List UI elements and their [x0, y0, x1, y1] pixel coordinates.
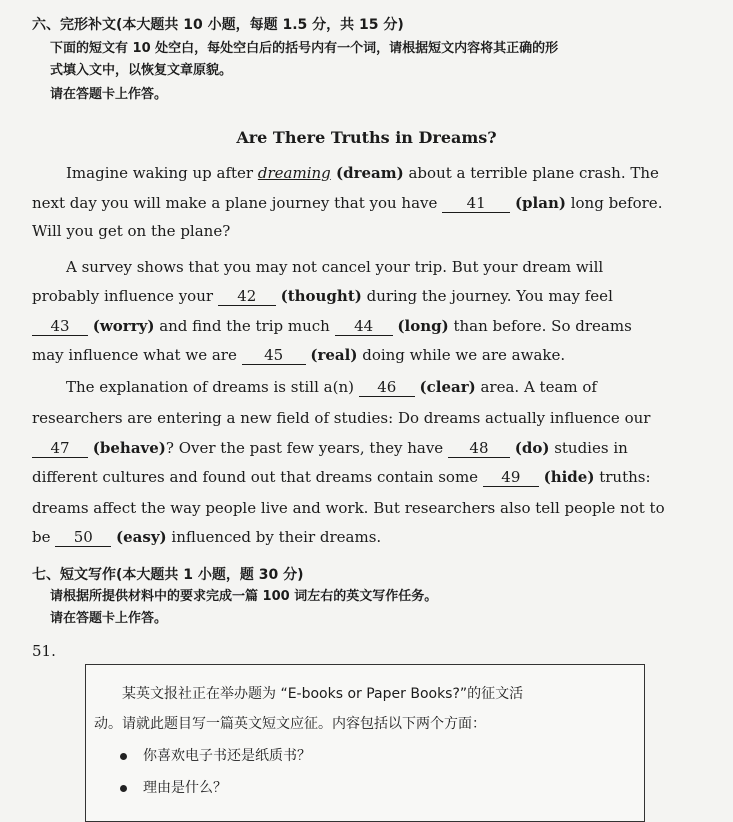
- passage-line: [66, 378, 597, 397]
- text: be: [32, 528, 56, 546]
- section6-instruction-3: 请在答题卡上作答。: [50, 87, 168, 102]
- text: ? Over the past few years, they have: [165, 439, 448, 457]
- text: truths:: [594, 468, 651, 486]
- section6-heading: 六、完形补文(本大题共 10 小题，每题 1.5 分，共 15 分): [32, 17, 404, 33]
- word-hint: (long): [397, 317, 449, 335]
- section6-instruction-2: 式填入文中，以恢复文章原貌。: [50, 63, 233, 78]
- blank-42: 42: [218, 287, 276, 306]
- text: Imagine waking up after: [66, 164, 258, 182]
- text: may influence what we are: [32, 346, 242, 364]
- passage-line: [32, 468, 651, 487]
- word-hint: (real): [310, 346, 358, 364]
- text: about a terrible plane crash. The: [403, 164, 659, 182]
- writing-prompt-box: [85, 664, 645, 822]
- blank-47: 47: [32, 439, 88, 458]
- passage-line: [66, 164, 659, 182]
- bullet-dot-icon: [120, 785, 127, 792]
- bullet-text: 理由是什么？: [143, 780, 227, 796]
- word-hint: (behave): [92, 439, 166, 457]
- passage-line: dreams affect the way people live and work. But researchers also tell people not to: [32, 499, 665, 517]
- text: influenced by their dreams.: [166, 528, 382, 546]
- word-hint: (do): [514, 439, 550, 457]
- passage-line: [32, 439, 628, 458]
- prompt-line-1: 某英文报社正在举办题为 “E-books or Paper Books?”的征文活: [122, 686, 524, 702]
- passage-title: Are There Truths in Dreams?: [236, 128, 497, 147]
- text: The explanation of dreams is still a(n): [66, 378, 359, 396]
- word-hint: (hide): [543, 468, 595, 486]
- word-hint: (dream): [330, 164, 404, 182]
- word-hint: (easy): [116, 528, 167, 546]
- blank-48: 48: [448, 439, 510, 458]
- question-number: 51.: [32, 642, 56, 660]
- bullet-text: 你喜欢电子书还是纸质书？: [143, 748, 311, 764]
- text: long before.: [565, 194, 663, 212]
- blank-45: 45: [242, 346, 306, 365]
- bullet-item: [120, 745, 311, 765]
- word-hint: (worry): [92, 317, 155, 335]
- passage-line: researchers are entering a new field of studies: Do dreams actually influence our: [32, 409, 651, 427]
- blank-49: 49: [483, 468, 539, 487]
- word-hint: (thought): [280, 287, 362, 305]
- bullet-item: [120, 777, 227, 797]
- text: doing while we are awake.: [357, 346, 566, 364]
- passage-line: Will you get on the plane?: [32, 222, 231, 240]
- passage-line: [32, 194, 662, 213]
- blank-46: 46: [359, 378, 415, 397]
- passage-line: [32, 346, 565, 365]
- passage-line: [32, 317, 632, 336]
- text: than before. So dreams: [448, 317, 632, 335]
- section6-instruction-1: 下面的短文有 10 处空白，每处空白后的括号内有一个词，请根据短文内容将其正确的形: [50, 41, 559, 56]
- passage-line: [32, 287, 613, 306]
- passage-line: A survey shows that you may not cancel your trip. But your dream will: [66, 258, 604, 276]
- section7-heading: 七、短文写作(本大题共 1 小题，题 30 分): [32, 567, 304, 583]
- text: different cultures and found out that dreams contain some: [32, 468, 483, 486]
- text: during the journey. You may feel: [361, 287, 613, 305]
- blank-41: 41: [442, 194, 510, 213]
- prompt-line-2: 动。请就此题目写一篇英文短文应征。内容包括以下两个方面：: [94, 716, 486, 732]
- section7-instruction-2: 请在答题卡上作答。: [50, 611, 168, 626]
- blank-43: 43: [32, 317, 88, 336]
- text: and find the trip much: [154, 317, 335, 335]
- text: next day you will make a plane journey that you have: [32, 194, 443, 212]
- passage-line: [32, 528, 381, 547]
- section7-instruction-1: 请根据所提供材料中的要求完成一篇 100 词左右的英文写作任务。: [50, 589, 438, 604]
- example-answer: dreaming: [257, 164, 331, 182]
- blank-44: 44: [335, 317, 393, 336]
- bullet-dot-icon: [120, 753, 127, 760]
- word-hint: (plan): [514, 194, 566, 212]
- text: probably influence your: [32, 287, 218, 305]
- word-hint: (clear): [419, 378, 476, 396]
- text: studies in: [549, 439, 628, 457]
- blank-50: 50: [55, 528, 111, 547]
- text: area. A team of: [475, 378, 597, 396]
